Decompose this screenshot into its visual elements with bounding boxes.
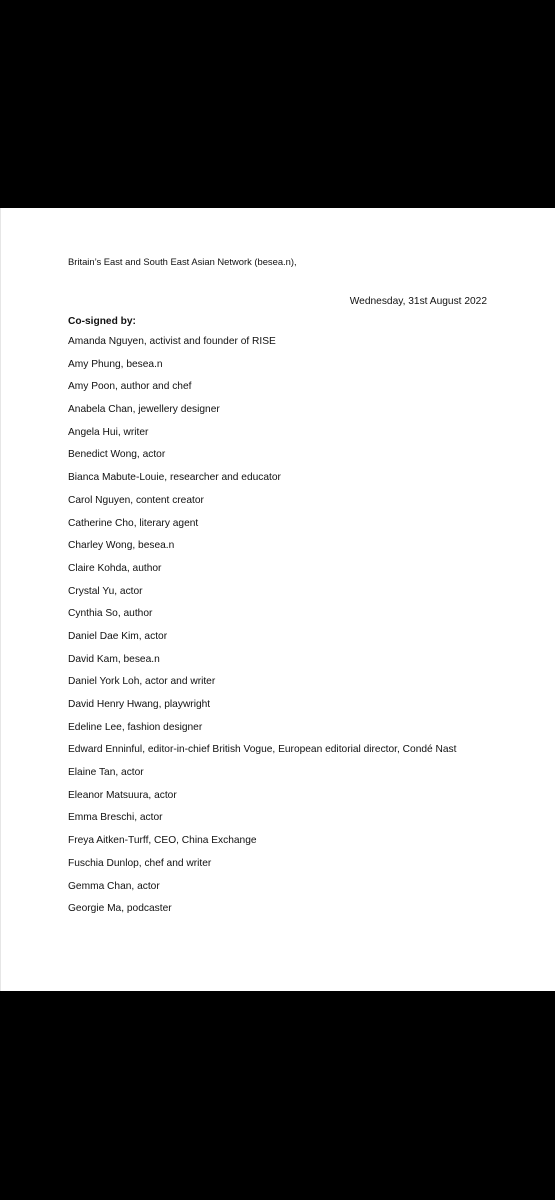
signatory-item: Amy Phung, besea.n	[68, 358, 163, 370]
signatory-item: Charley Wong, besea.n	[68, 540, 175, 552]
cosigned-heading: Co-signed by:	[68, 316, 136, 327]
signatory-item: Freya Aitken-Turff, CEO, China Exchange	[68, 835, 257, 847]
signatory-item: Carol Nguyen, content creator	[68, 494, 204, 506]
signatory-item: Gemma Chan, actor	[68, 880, 160, 892]
signatory-item: Daniel York Loh, actor and writer	[68, 676, 216, 688]
signatory-item: Claire Kohda, author	[68, 562, 162, 574]
letter-date: Wednesday, 31st August 2022	[349, 296, 487, 307]
signatory-item: Crystal Yu, actor	[68, 585, 143, 597]
letterhead-text: Britain’s East and South East Asian Network (besea.n),	[68, 256, 297, 267]
signatory-item: Eleanor Matsuura, actor	[68, 789, 177, 801]
signatory-item: David Kam, besea.n	[68, 653, 160, 665]
document-page	[0, 208, 555, 991]
signatory-item: Elaine Tan, actor	[68, 767, 144, 779]
signatory-item: Amy Poon, author and chef	[68, 381, 192, 393]
signatory-item: Edward Enninful, editor-in-chief British Vogue, European editorial director, Condé Nast	[68, 744, 457, 756]
signatory-item: Daniel Dae Kim, actor	[68, 630, 168, 642]
signatory-item: Bianca Mabute-Louie, researcher and educator	[68, 472, 281, 484]
signatory-item: Anabela Chan, jewellery designer	[68, 404, 220, 416]
signatory-item: Fuschia Dunlop, chef and writer	[68, 857, 212, 869]
signatory-list	[68, 335, 456, 925]
signatory-item: Catherine Cho, literary agent	[68, 517, 199, 529]
signatory-item: David Henry Hwang, playwright	[68, 699, 211, 710]
signatory-item: Emma Breschi, actor	[68, 812, 163, 824]
signatory-item: Edeline Lee, fashion designer	[68, 721, 203, 733]
signatory-item: Benedict Wong, actor	[68, 449, 166, 461]
signatory-item: Amanda Nguyen, activist and founder of RISE	[68, 336, 276, 347]
signatory-item: Angela Hui, writer	[68, 426, 149, 438]
signatory-item: Georgie Ma, podcaster	[68, 903, 172, 915]
signatory-item: Cynthia So, author	[68, 608, 153, 620]
